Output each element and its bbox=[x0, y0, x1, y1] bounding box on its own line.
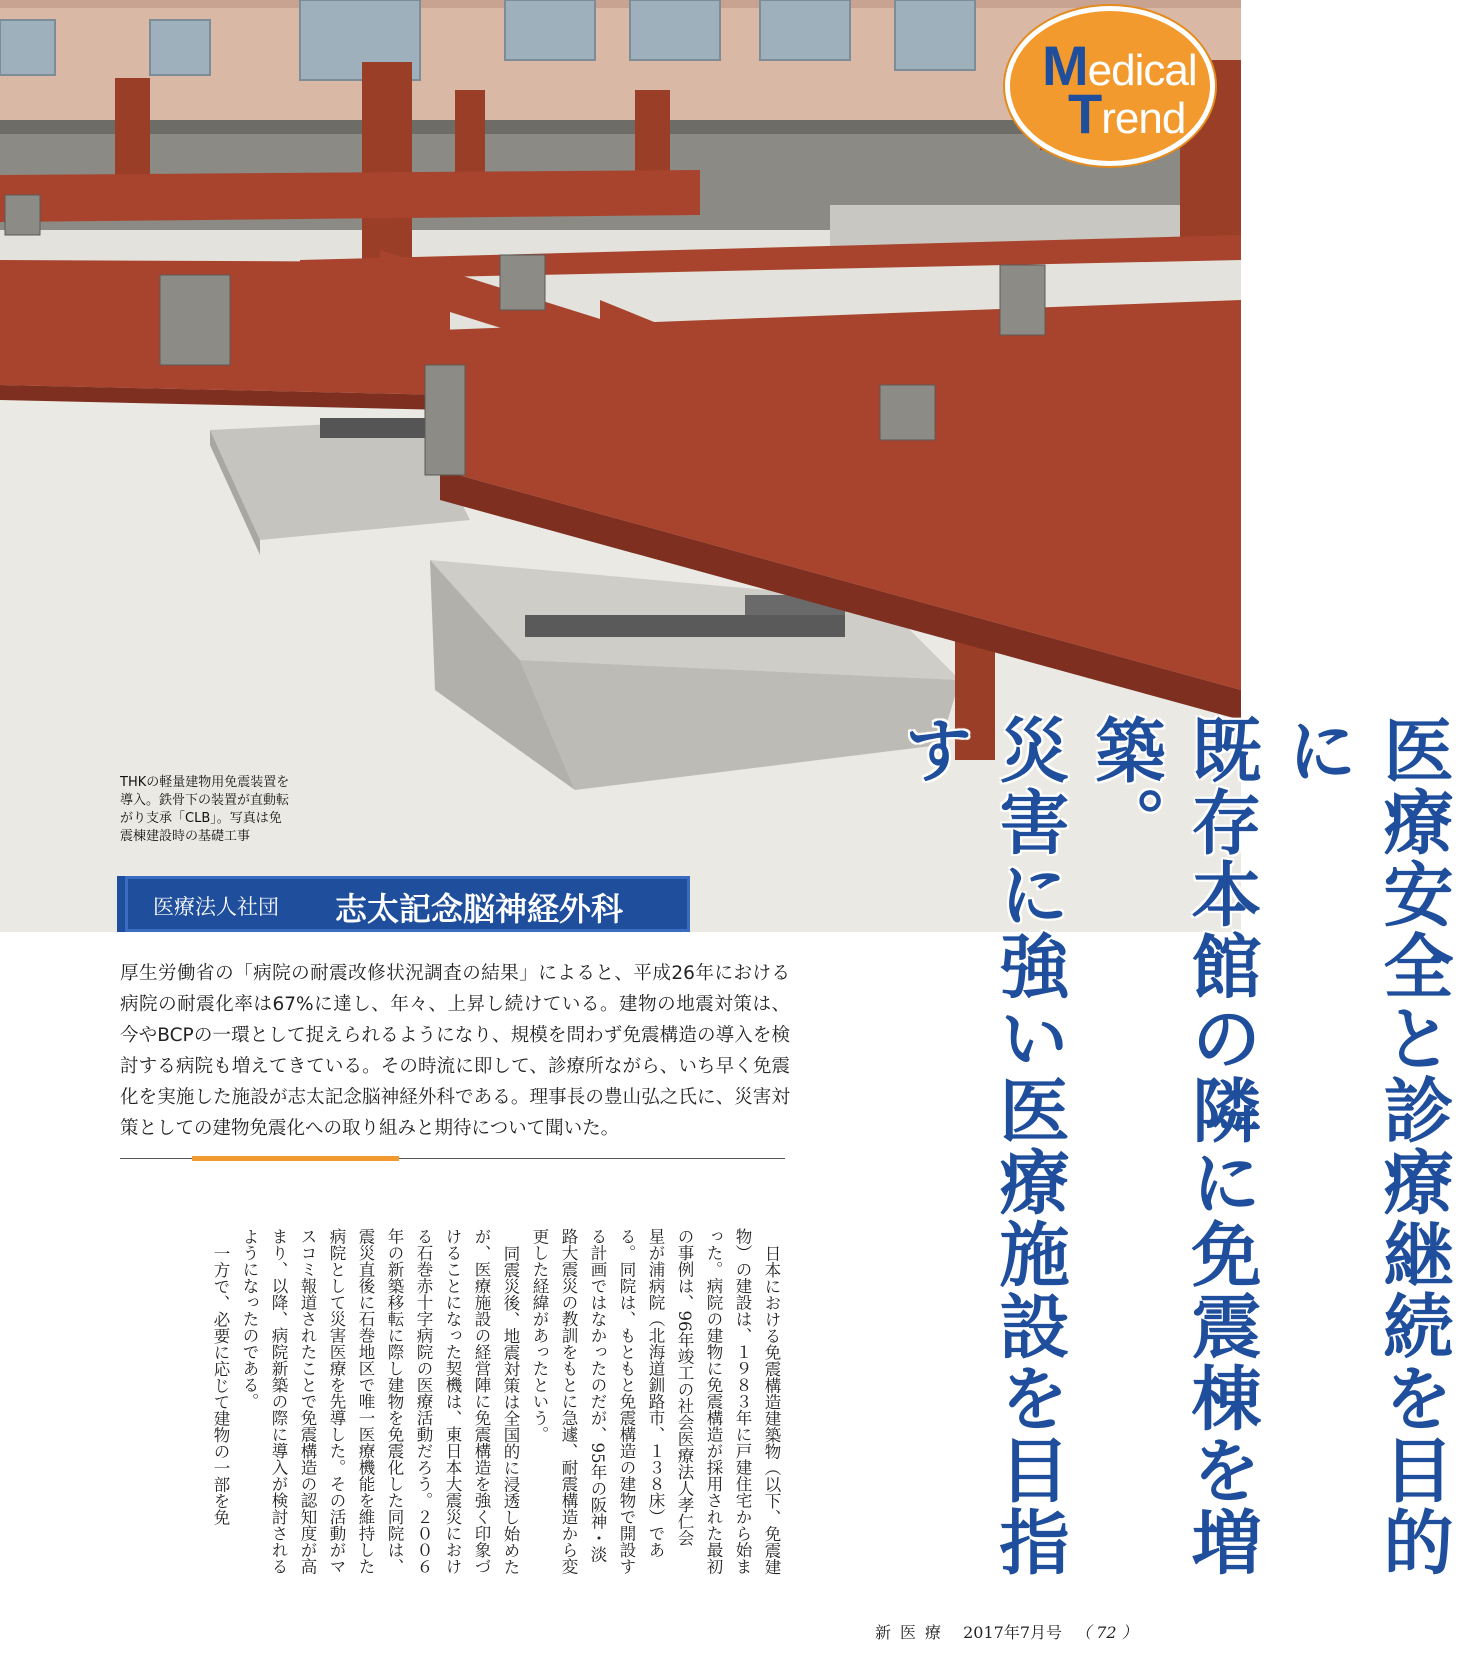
headline-line: 既存本館の隣に免震棟を増築。 bbox=[1084, 714, 1262, 1578]
caption-line: THKの軽量建物用免震装置を bbox=[120, 775, 290, 790]
body-paragraph: 日本における免震構造建築物（以下、免震建物）の建設は、１９８３年に戸建住宅から始まった。病院の建物に免震構造が採用された最初の事例は、96年竣工の社会医療法人孝仁会 星が浦病院（北海道釧路市、１３８床）である。同院は、もともと免震構造の建物で開設する計画ではなかったのだが、95年の阪神・淡路大震災の教訓をもとに急遽、耐震構造から変更した経緯があったという。 bbox=[530, 1228, 781, 1575]
photo-caption bbox=[120, 774, 320, 846]
headline-line: 医療安全と診療継続を目的に bbox=[1276, 714, 1454, 1578]
institution-name: 志太記念脳神経外科 bbox=[335, 890, 624, 928]
badge-word-trend: Trend bbox=[1068, 82, 1186, 145]
body-paragraph: 同震災後、地震対策は全国的に浸透し始めたが、医療施設の経営陣に免震構造を強く印象づけることになった契機は、東日本大震災における石巻赤十字病院の医療活動だろう。２００６年の新築移転に際し建物を免震化した同院は、震災直後に石巻地区で唯一医療機能を維持した病院として災害医療を先導した。その活動がマスコミ報道されたことで免震構造の認知度が高まり、以降、病院新築の際に導入が検討されるようになったのである。 bbox=[240, 1228, 520, 1575]
institution-banner bbox=[117, 876, 690, 932]
badge-word-medical: Medical bbox=[1042, 34, 1197, 97]
lead-paragraph: 厚生労働省の「病院の耐震改修状況調査の結果」によると、平成26年における病院の耐震化率は67%に達し、年々、上昇し続けている。建物の地震対策は、今やBCPの一環として捉えられるようになり、規模を問わず免震構造の導入を検討する病院も増えてきている。その時流に即して、診療所ながら、いち早く免震化を実施した施設が志太記念脳神経外科である。理事長の豊山弘之氏に、災害対策としての建物免震化への取り組みと期待について聞いた。 bbox=[120, 963, 790, 1139]
magazine-name: 新医療 bbox=[875, 1623, 951, 1642]
divider-accent bbox=[192, 1156, 399, 1161]
body-paragraph: 一方で、必要に応じて建物の一部を免 bbox=[211, 1244, 230, 1525]
caption-line: 震棟建設時の基礎工事 bbox=[120, 829, 251, 844]
article-body bbox=[106, 1228, 786, 1576]
article-headline bbox=[885, 714, 1461, 1634]
caption-line: がり支承「CLB」。写真は免 bbox=[120, 811, 282, 826]
caption-line: 導入。鉄骨下の装置が直動転 bbox=[120, 793, 290, 808]
corporation-label: 医療法人社団 bbox=[153, 895, 279, 919]
medical-trend-badge bbox=[1005, 6, 1215, 166]
page-footer bbox=[875, 1620, 1138, 1643]
headline-line: 災害に強い医療施設を目指す bbox=[892, 714, 1070, 1578]
issue-date: 2017年7月号 bbox=[963, 1623, 1063, 1642]
page-number: （ 72 ） bbox=[1075, 1623, 1138, 1642]
